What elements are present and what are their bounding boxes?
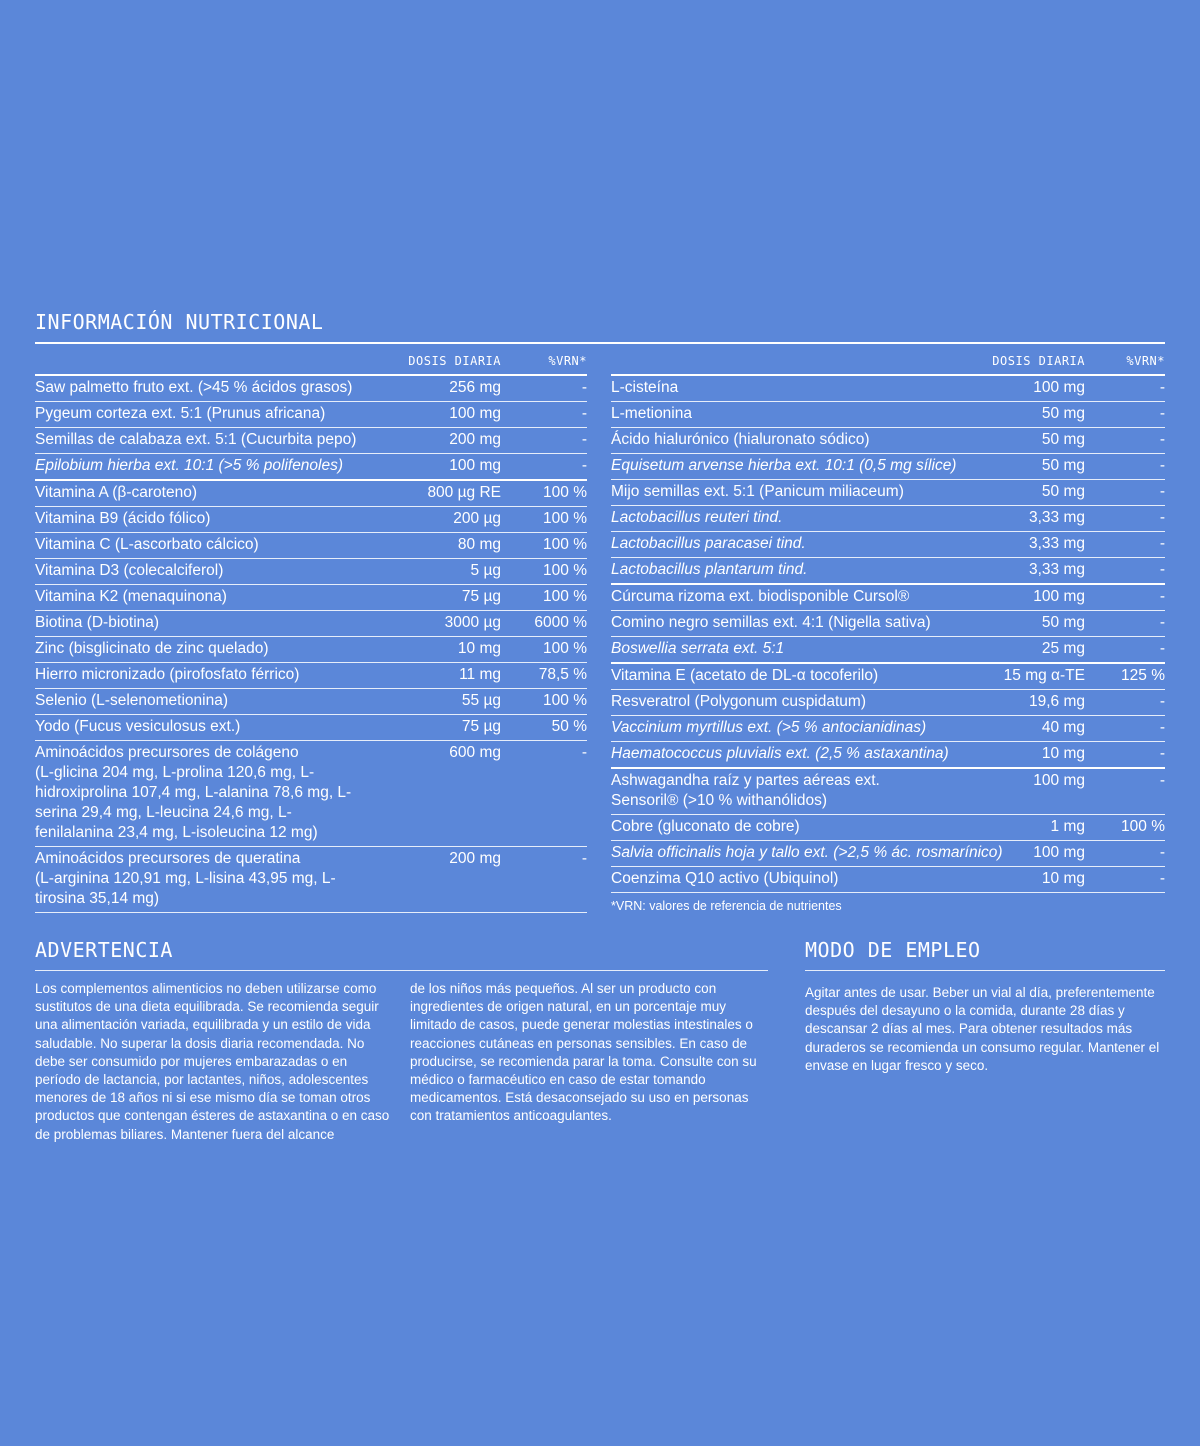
table-row (611, 716, 1165, 742)
row-vrn: 100 % (543, 484, 587, 501)
row-dose: 80 mg (457, 536, 501, 553)
table-row (611, 532, 1165, 558)
row-vrn: 100 % (543, 510, 587, 527)
row-name: Lactobacillus plantarum tind. (611, 561, 808, 578)
table-row (611, 637, 1165, 664)
table-row (611, 867, 1165, 893)
row-note: Sensoril® (>10 % withanólidos) (611, 792, 828, 809)
row-name: Lactobacillus paracasei tind. (611, 535, 806, 552)
table-row (35, 689, 587, 715)
table-row (35, 715, 587, 741)
row-name: Zinc (bisglicinato de zinc quelado) (35, 640, 269, 657)
table-row (611, 841, 1165, 867)
row-dose: 10 mg (1041, 745, 1085, 762)
table-row (35, 533, 587, 559)
row-dose: 100 mg (1033, 588, 1085, 605)
nutrition-table-left (35, 350, 587, 913)
row-dose: 200 mg (449, 850, 501, 867)
row-vrn: 100 % (543, 692, 587, 709)
row-name: Boswellia serrata ext. 5:1 (611, 640, 785, 657)
row-vrn: - (1159, 772, 1165, 789)
row-name: Ácido hialurónico (hialuronato sódico) (611, 431, 870, 448)
row-vrn: - (1159, 614, 1165, 631)
row-dose: 800 µg RE (427, 484, 501, 501)
row-name: Pygeum corteza ext. 5:1 (Prunus africana) (35, 405, 326, 422)
row-note: (L-glicina 204 mg, L-prolina 120,6 mg, L-hidroxiprolina 107,4 mg, L-alanina 78,6 mg, L-serina 29,4 mg, L-leucina 24,6 mg, L-fenilalanina 23,4 mg, L-isoleucina 12 mg) (35, 764, 352, 841)
row-vrn: - (581, 744, 587, 761)
row-name: Epilobium hierba ext. 10:1 (>5 % polifenoles) (35, 457, 344, 474)
row-vrn: - (1159, 405, 1165, 422)
row-dose: 10 mg (1041, 870, 1085, 887)
row-name: Cobre (gluconato de cobre) (611, 818, 800, 835)
table-row (35, 428, 587, 454)
table-row (611, 558, 1165, 585)
row-name: Resveratrol (Polygonum cuspidatum) (611, 693, 866, 710)
header-dose: DOSIS DIARIA (408, 354, 501, 368)
table-row (35, 611, 587, 637)
table-row (35, 481, 587, 507)
row-name: Salvia officinalis hoja y tallo ext. (>2,5 % ác. rosmarínico) (611, 844, 1003, 861)
usage-rule (805, 970, 1165, 971)
row-vrn: 78,5 % (538, 666, 587, 683)
row-vrn: - (581, 457, 587, 474)
row-name: Vitamina A (β-caroteno) (35, 484, 197, 501)
row-name: Saw palmetto fruto ext. (>45 % ácidos grasos) (35, 379, 353, 396)
table-row (611, 480, 1165, 506)
row-dose: 3,33 mg (1028, 509, 1085, 526)
row-dose: 75 µg (461, 718, 501, 735)
table-row (35, 847, 587, 913)
row-dose: 19,6 mg (1028, 693, 1085, 710)
row-dose: 5 µg (470, 562, 501, 579)
row-vrn: - (581, 850, 587, 867)
row-dose: 3,33 mg (1028, 535, 1085, 552)
header-vrn: %VRN* (548, 354, 587, 368)
table-row (611, 742, 1165, 769)
table-row (611, 690, 1165, 716)
row-vrn: - (1159, 561, 1165, 578)
row-dose: 3000 µg (444, 614, 501, 631)
row-vrn: 100 % (543, 562, 587, 579)
table-row (611, 585, 1165, 611)
table-row (35, 741, 587, 847)
table-row (35, 585, 587, 611)
table-row (35, 507, 587, 533)
table-row (611, 454, 1165, 480)
row-name: Lactobacillus reuteri tind. (611, 509, 783, 526)
row-dose: 100 mg (1033, 772, 1085, 789)
row-dose: 200 mg (449, 431, 501, 448)
nutrition-title-rule (35, 342, 1165, 344)
row-dose: 25 mg (1041, 640, 1085, 657)
row-name: Vitamina E (acetato de DL-α tocoferilo) (611, 667, 879, 684)
row-vrn: - (1159, 719, 1165, 736)
row-vrn: - (1159, 379, 1165, 396)
row-vrn: 100 % (543, 640, 587, 657)
row-name: Comino negro semillas ext. 4:1 (Nigella sativa) (611, 614, 931, 631)
row-dose: 256 mg (449, 379, 501, 396)
row-vrn: 50 % (551, 718, 587, 735)
vrn-footnote: *VRN: valores de referencia de nutrientes (611, 899, 842, 913)
row-vrn: - (1159, 509, 1165, 526)
table-row (611, 428, 1165, 454)
warning-title: ADVERTENCIA (35, 938, 173, 962)
row-vrn: - (581, 405, 587, 422)
row-vrn: - (1159, 870, 1165, 887)
row-dose: 40 mg (1041, 719, 1085, 736)
row-name: L-cisteína (611, 379, 679, 396)
row-name: Vitamina C (L-ascorbato cálcico) (35, 536, 259, 553)
row-dose: 100 mg (1033, 844, 1085, 861)
row-vrn: 125 % (1121, 667, 1165, 684)
row-vrn: - (581, 379, 587, 396)
row-name: Biotina (D-biotina) (35, 614, 160, 631)
row-vrn: - (1159, 457, 1165, 474)
row-vrn: - (1159, 483, 1165, 500)
table-header (611, 350, 1165, 374)
row-vrn: - (1159, 640, 1165, 657)
row-dose: 50 mg (1041, 614, 1085, 631)
row-name: Selenio (L-selenometionina) (35, 692, 229, 709)
table-row (35, 663, 587, 689)
table-row (35, 376, 587, 402)
header-vrn: %VRN* (1126, 354, 1165, 368)
row-name: Mijo semillas ext. 5:1 (Panicum miliaceum) (611, 483, 904, 500)
row-dose: 10 mg (457, 640, 501, 657)
table-row (611, 664, 1165, 690)
row-vrn: - (1159, 745, 1165, 762)
row-dose: 100 mg (449, 457, 501, 474)
row-dose: 600 mg (449, 744, 501, 761)
nutrition-title: INFORMACIÓN NUTRICIONAL (35, 310, 324, 334)
row-name: Aminoácidos precursores de colágeno (35, 744, 299, 761)
row-vrn: 100 % (543, 588, 587, 605)
warning-rule (35, 970, 768, 971)
row-dose: 50 mg (1041, 405, 1085, 422)
table-row (611, 815, 1165, 841)
row-dose: 75 µg (461, 588, 501, 605)
row-name: Vitamina B9 (ácido fólico) (35, 510, 211, 527)
row-name: Yodo (Fucus vesiculosus ext.) (35, 718, 241, 735)
row-name: Vitamina D3 (colecalciferol) (35, 562, 224, 579)
row-vrn: - (1159, 844, 1165, 861)
usage-title: MODO DE EMPLEO (805, 938, 981, 962)
row-name: Coenzima Q10 activo (Ubiquinol) (611, 870, 839, 887)
table-row (35, 402, 587, 428)
row-dose: 50 mg (1041, 457, 1085, 474)
table-header (35, 350, 587, 374)
warning-text-column-1: Los complementos alimenticios no deben utilizarse como sustitutos de una dieta equilibrada. Se recomienda seguir una alimentación variada, equilibrada y un estilo de vida saludable. No superar la dosis diaria recomendada. No debe ser consumido por mujeres embarazadas o en período de lactancia, por lactantes, niños, adolescentes menores de 18 años ni si ese mismo día se toman otros productos que contengan ésteres de astaxantina o en caso de problemas biliares. Mantener fuera del alcance (35, 981, 390, 1142)
row-dose: 50 mg (1041, 431, 1085, 448)
row-name: L-metionina (611, 405, 692, 422)
row-dose: 55 µg (461, 692, 501, 709)
warning-text-column-2: de los niños más pequeños. Al ser un producto con ingredientes de origen natural, en un porcentaje muy limitado de casos, puede generar molestias intestinales o reacciones cutáneas en personas sensibles. En caso de producirse, se recomienda parar la toma. Consulte con su médico o farmacéutico en caso de estar tomando medicamentos. Está desaconsejado su uso en personas con tratamientos anticoagulantes. (410, 981, 757, 1124)
header-dose: DOSIS DIARIA (992, 354, 1085, 368)
row-vrn: 6000 % (534, 614, 587, 631)
row-vrn: 100 % (1121, 818, 1165, 835)
table-row (611, 376, 1165, 402)
row-vrn: - (1159, 693, 1165, 710)
usage-text: Agitar antes de usar. Beber un vial al día, preferentemente después del desayuno o la comida, durante 28 días y descansar 2 días al mes. Para obtener resultados más duraderos se recomienda un consumo regular. Mantener el envase en lugar fresco y seco. (805, 985, 1160, 1073)
row-dose: 200 µg (453, 510, 501, 527)
table-row (35, 637, 587, 663)
row-name: Equisetum arvense hierba ext. 10:1 (0,5 mg sílice) (611, 457, 957, 474)
row-vrn: - (1159, 535, 1165, 552)
table-row (35, 559, 587, 585)
row-name: Ashwagandha raíz y partes aéreas ext. (611, 772, 880, 789)
row-dose: 50 mg (1041, 483, 1085, 500)
row-dose: 1 mg (1050, 818, 1085, 835)
table-row (35, 454, 587, 481)
row-name: Semillas de calabaza ext. 5:1 (Cucurbita pepo) (35, 431, 357, 448)
row-name: Cúrcuma rizoma ext. biodisponible Cursol® (611, 588, 910, 605)
row-vrn: 100 % (543, 536, 587, 553)
row-dose: 11 mg (459, 666, 501, 683)
nutrition-table-right (611, 350, 1165, 913)
row-name: Vaccinium myrtillus ext. (>5 % antocianidinas) (611, 719, 927, 736)
row-vrn: - (581, 431, 587, 448)
row-dose: 100 mg (449, 405, 501, 422)
row-note: (L-arginina 120,91 mg, L-lisina 43,95 mg, L-tirosina 35,14 mg) (35, 870, 336, 907)
row-vrn: - (1159, 431, 1165, 448)
row-vrn: - (1159, 588, 1165, 605)
table-row (611, 506, 1165, 532)
table-row (611, 402, 1165, 428)
table-row (611, 611, 1165, 637)
row-dose: 100 mg (1033, 379, 1085, 396)
row-name: Hierro micronizado (pirofosfato férrico) (35, 666, 300, 683)
row-name: Aminoácidos precursores de queratina (35, 850, 301, 867)
table-row (611, 769, 1165, 815)
row-dose: 3,33 mg (1028, 561, 1085, 578)
row-name: Vitamina K2 (menaquinona) (35, 588, 227, 605)
row-name: Haematococcus pluvialis ext. (2,5 % astaxantina) (611, 745, 949, 762)
row-dose: 15 mg α-TE (1003, 667, 1085, 684)
